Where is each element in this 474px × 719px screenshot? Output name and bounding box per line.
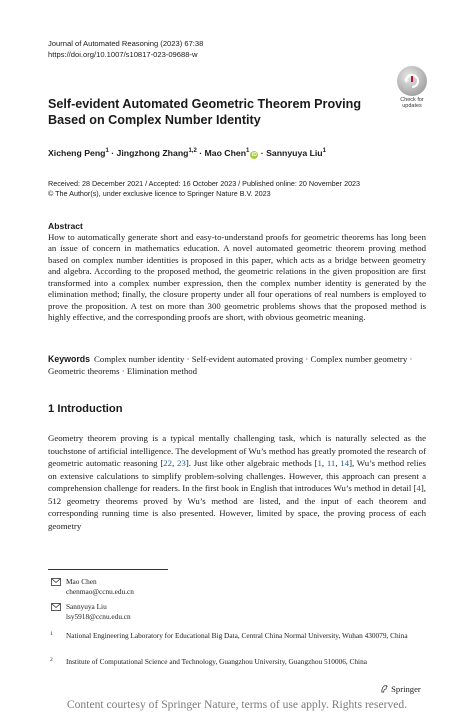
author-list: Xicheng Peng$^1$ · Jingzhong Zhang$^{1,2}$ · Mao Chen$^1$iD · Sannyuya Liu$^1$ xyxy=(48,148,326,158)
badge-label: Check for updates xyxy=(400,97,424,110)
intro-paragraph: Geometry theorem proving is a typical mentally challenging task, which is naturally selected as the touchstone of artificial intelligence. The development of Wu’s method has greatly promoted the research of geometric automatic reasoning [22, 23]. Just like other algebraic methods [1, 11, 14], Wu’s method relies on extensive calculations to simplify problem-solving challenges. However, this approach can present a comprehension challenge for readers. In the first book in English that introduces Wu’s method in detail [4], 512 geometry theorems proved by Wu’s method are listed, and the input of each theorem and corresponding running time is also presented. However, limited by space, the proving process of each geometry xyxy=(48,433,426,531)
author-affiliation-mark: 1 xyxy=(322,148,326,155)
envelope-icon xyxy=(51,578,61,586)
author-affiliation-mark: 1 xyxy=(105,148,109,155)
citation-link[interactable]: 4 xyxy=(416,483,421,493)
correspondence-email[interactable]: chenmao@ccnu.edu.cn xyxy=(66,587,134,596)
correspondence-entry xyxy=(51,602,131,622)
journal-citation: Journal of Automated Reasoning (2023) 67:38 xyxy=(48,39,204,48)
keywords-text: Complex number identity · Self-evident automated proving · Complex number geometry · Geometric theorems · Elimination method xyxy=(48,354,413,376)
citation-link[interactable]: 22 xyxy=(163,458,173,468)
section-heading: 1 Introduction xyxy=(48,403,123,415)
courtesy-notice: Content courtesy of Springer Nature, terms of use apply. Rights reserved. xyxy=(66,698,408,711)
author-affiliation-mark: 1 xyxy=(246,148,250,155)
doi-link[interactable]: https://doi.org/10.1007/s10817-023-09688-w xyxy=(48,50,198,59)
abstract-text: How to automatically generate short and easy-to-understand proofs for geometric theorems has long been an issue of concern in mathematics education. A novel automated geometric theorem proving method based on complex number identities is proposed in this paper, which acts as a bridge between geometry and algebra. According to the proposed method, the geometric relations in the given proposition are first transformed into a complex number expression, then the complex number identity is generated by the elimination method; finally, the closure property under all four operations of real numbers is employed to prove the proposition. A test on more than 300 geometric problems shows that the proposed method is highly effective, and the corresponding proofs are short, with obvious geometric meaning. xyxy=(48,232,426,323)
keywords-label: Keywords xyxy=(48,354,91,364)
springer-horse-icon xyxy=(380,684,389,693)
history-dates: Received: 28 December 2021 / Accepted: 16 October 2023 / Published online: 20 November 2023 xyxy=(48,179,361,188)
affiliation-number: 1 xyxy=(50,631,53,637)
abstract-heading: Abstract xyxy=(48,221,83,231)
author-name[interactable]: Mao Chen xyxy=(204,148,247,158)
correspondence-email[interactable]: lsy5918@ccnu.edu.cn xyxy=(66,612,131,621)
affiliation-number: 2 xyxy=(50,657,53,663)
publication-dates xyxy=(48,179,360,199)
journal-header xyxy=(48,38,203,60)
correspondence-name: Mao Chen xyxy=(66,577,97,586)
publisher-name: Springer xyxy=(391,684,421,694)
footnote-divider xyxy=(48,569,168,570)
correspondence-name: Sannyuya Liu xyxy=(66,602,107,611)
citation-link[interactable]: 1 xyxy=(317,458,322,468)
affiliation-entry xyxy=(50,657,430,667)
article-title: Self-evident Automated Geometric Theorem Proving Based on Complex Number Identity xyxy=(48,97,362,127)
author-name[interactable]: Sannyuya Liu xyxy=(266,148,323,158)
citation-link[interactable]: 23 xyxy=(177,458,186,468)
citation-link[interactable]: 14 xyxy=(340,458,350,468)
author-name[interactable]: Jingzhong Zhang xyxy=(116,148,189,158)
author-affiliation-mark: 1,2 xyxy=(188,148,197,155)
orcid-icon[interactable]: iD xyxy=(251,152,257,158)
copyright-line: © The Author(s), under exclusive licence to Springer Nature B.V. 2023 xyxy=(48,189,271,198)
affiliation-entry xyxy=(50,631,430,641)
keywords xyxy=(48,354,426,377)
author-name[interactable]: Xicheng Peng xyxy=(48,148,106,158)
envelope-icon xyxy=(51,603,61,611)
affiliation-text: Institute of Computational Science and Technology, Guangzhou University, Guangzhou 510006, China xyxy=(66,657,367,666)
check-for-updates-badge[interactable] xyxy=(394,66,430,110)
affiliation-text: National Engineering Laboratory for Educational Big Data, Central China Normal University, Wuhan 430079, China xyxy=(66,631,408,640)
correspondence-entry xyxy=(51,577,134,597)
update-check-icon xyxy=(397,66,427,96)
publisher-logo xyxy=(380,684,421,694)
citation-link[interactable]: 11 xyxy=(326,458,336,468)
